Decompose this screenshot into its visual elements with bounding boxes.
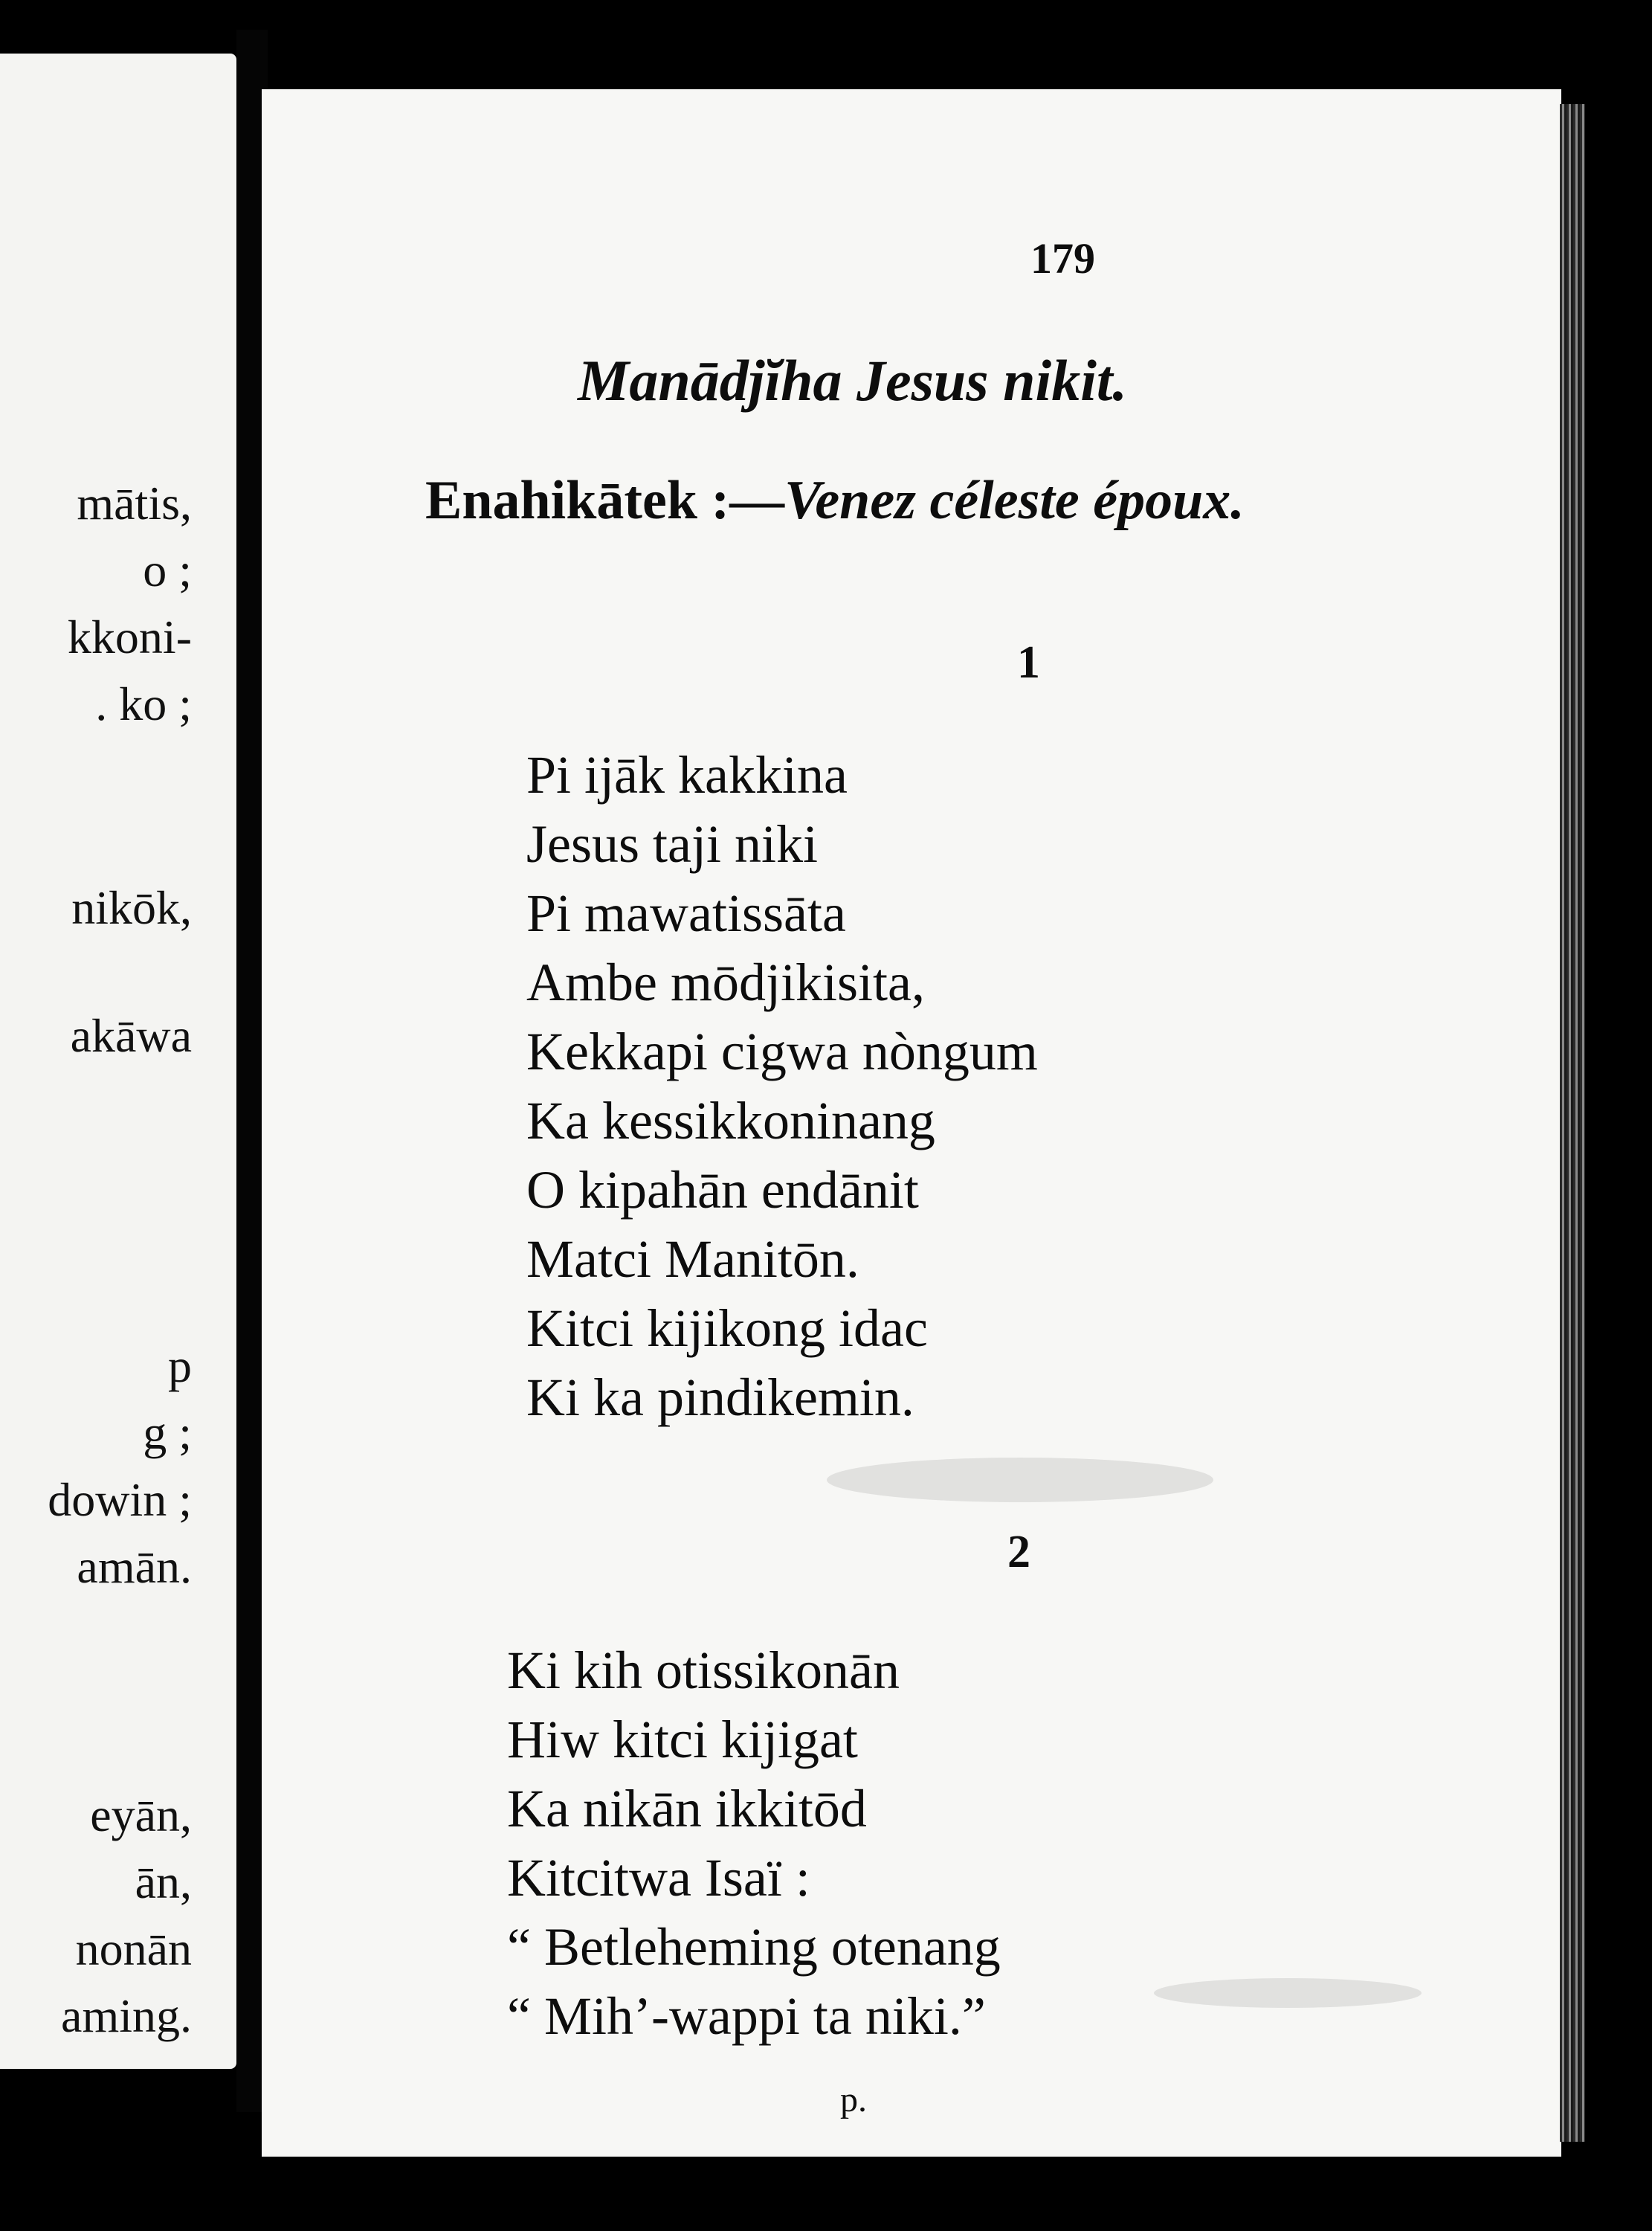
left-fragment: akāwa	[70, 1009, 192, 1062]
catchword: p.	[840, 2080, 867, 2119]
verse-line: Ki ka pindikemin.	[526, 1368, 914, 1427]
verse-line: Jesus taji niki	[526, 814, 818, 874]
page-number: 179	[1030, 234, 1095, 283]
left-fragment: ān,	[135, 1855, 192, 1908]
tune-label: Enahikātek :	[425, 470, 730, 531]
left-fragment: aming.	[61, 1989, 192, 2042]
left-page	[0, 54, 236, 2069]
verse-line: Ka kessikkoninang	[526, 1091, 935, 1150]
left-fragment: p	[168, 1339, 192, 1392]
verse-line: Hiw kitci kijigat	[507, 1710, 858, 1769]
verse-line: Kitci kijikong idac	[526, 1298, 928, 1358]
paper-smudge	[827, 1458, 1213, 1502]
paper-smudge	[1154, 1978, 1422, 2008]
verse-line: “ Betleheming otenang	[507, 1917, 1001, 1977]
left-fragment: amān.	[77, 1540, 192, 1593]
stanza-2	[507, 1636, 1001, 2051]
verse-line: Pi mawatissāta	[526, 883, 846, 943]
left-fragment: kkoni-	[67, 611, 192, 663]
verse-line: “ Mih’-wappi ta niki.”	[507, 1986, 986, 2046]
left-fragment: g ;	[143, 1406, 192, 1459]
left-fragment: mātis,	[77, 477, 192, 529]
stanza-1	[526, 741, 1038, 1432]
stanza-number: 2	[1007, 1527, 1030, 1577]
left-fragment: eyān,	[90, 1789, 192, 1841]
tune-indication	[425, 470, 1245, 531]
verse-line: Kitcitwa Isaï :	[507, 1848, 810, 1908]
left-fragment: . ko ;	[95, 677, 192, 730]
tune-name: Venez céleste époux.	[784, 470, 1245, 531]
verse-line: Matci Manitōn.	[526, 1229, 859, 1289]
left-fragment: nonān	[75, 1922, 192, 1975]
left-fragment: nikōk,	[71, 881, 192, 934]
verse-line: Ambe mōdjikisita,	[526, 953, 925, 1012]
verse-line: Kekkapi cigwa nòngum	[526, 1022, 1038, 1081]
page-edge	[1560, 104, 1585, 2142]
verse-line: Ki kih otissikonān	[507, 1641, 900, 1700]
verse-line: Pi ijāk kakkina	[526, 745, 848, 805]
stanza-number: 1	[1017, 637, 1040, 688]
tune-separator: —	[729, 470, 785, 531]
verse-line: O kipahān endānit	[526, 1160, 919, 1220]
verse-line: Ka nikān ikkitōd	[507, 1779, 867, 1838]
hymn-title: Manādjĭha Jesus nikit.	[578, 348, 1128, 413]
right-page	[262, 89, 1561, 2157]
left-fragment: dowin ;	[48, 1473, 192, 1526]
left-fragment: o ;	[143, 544, 192, 596]
